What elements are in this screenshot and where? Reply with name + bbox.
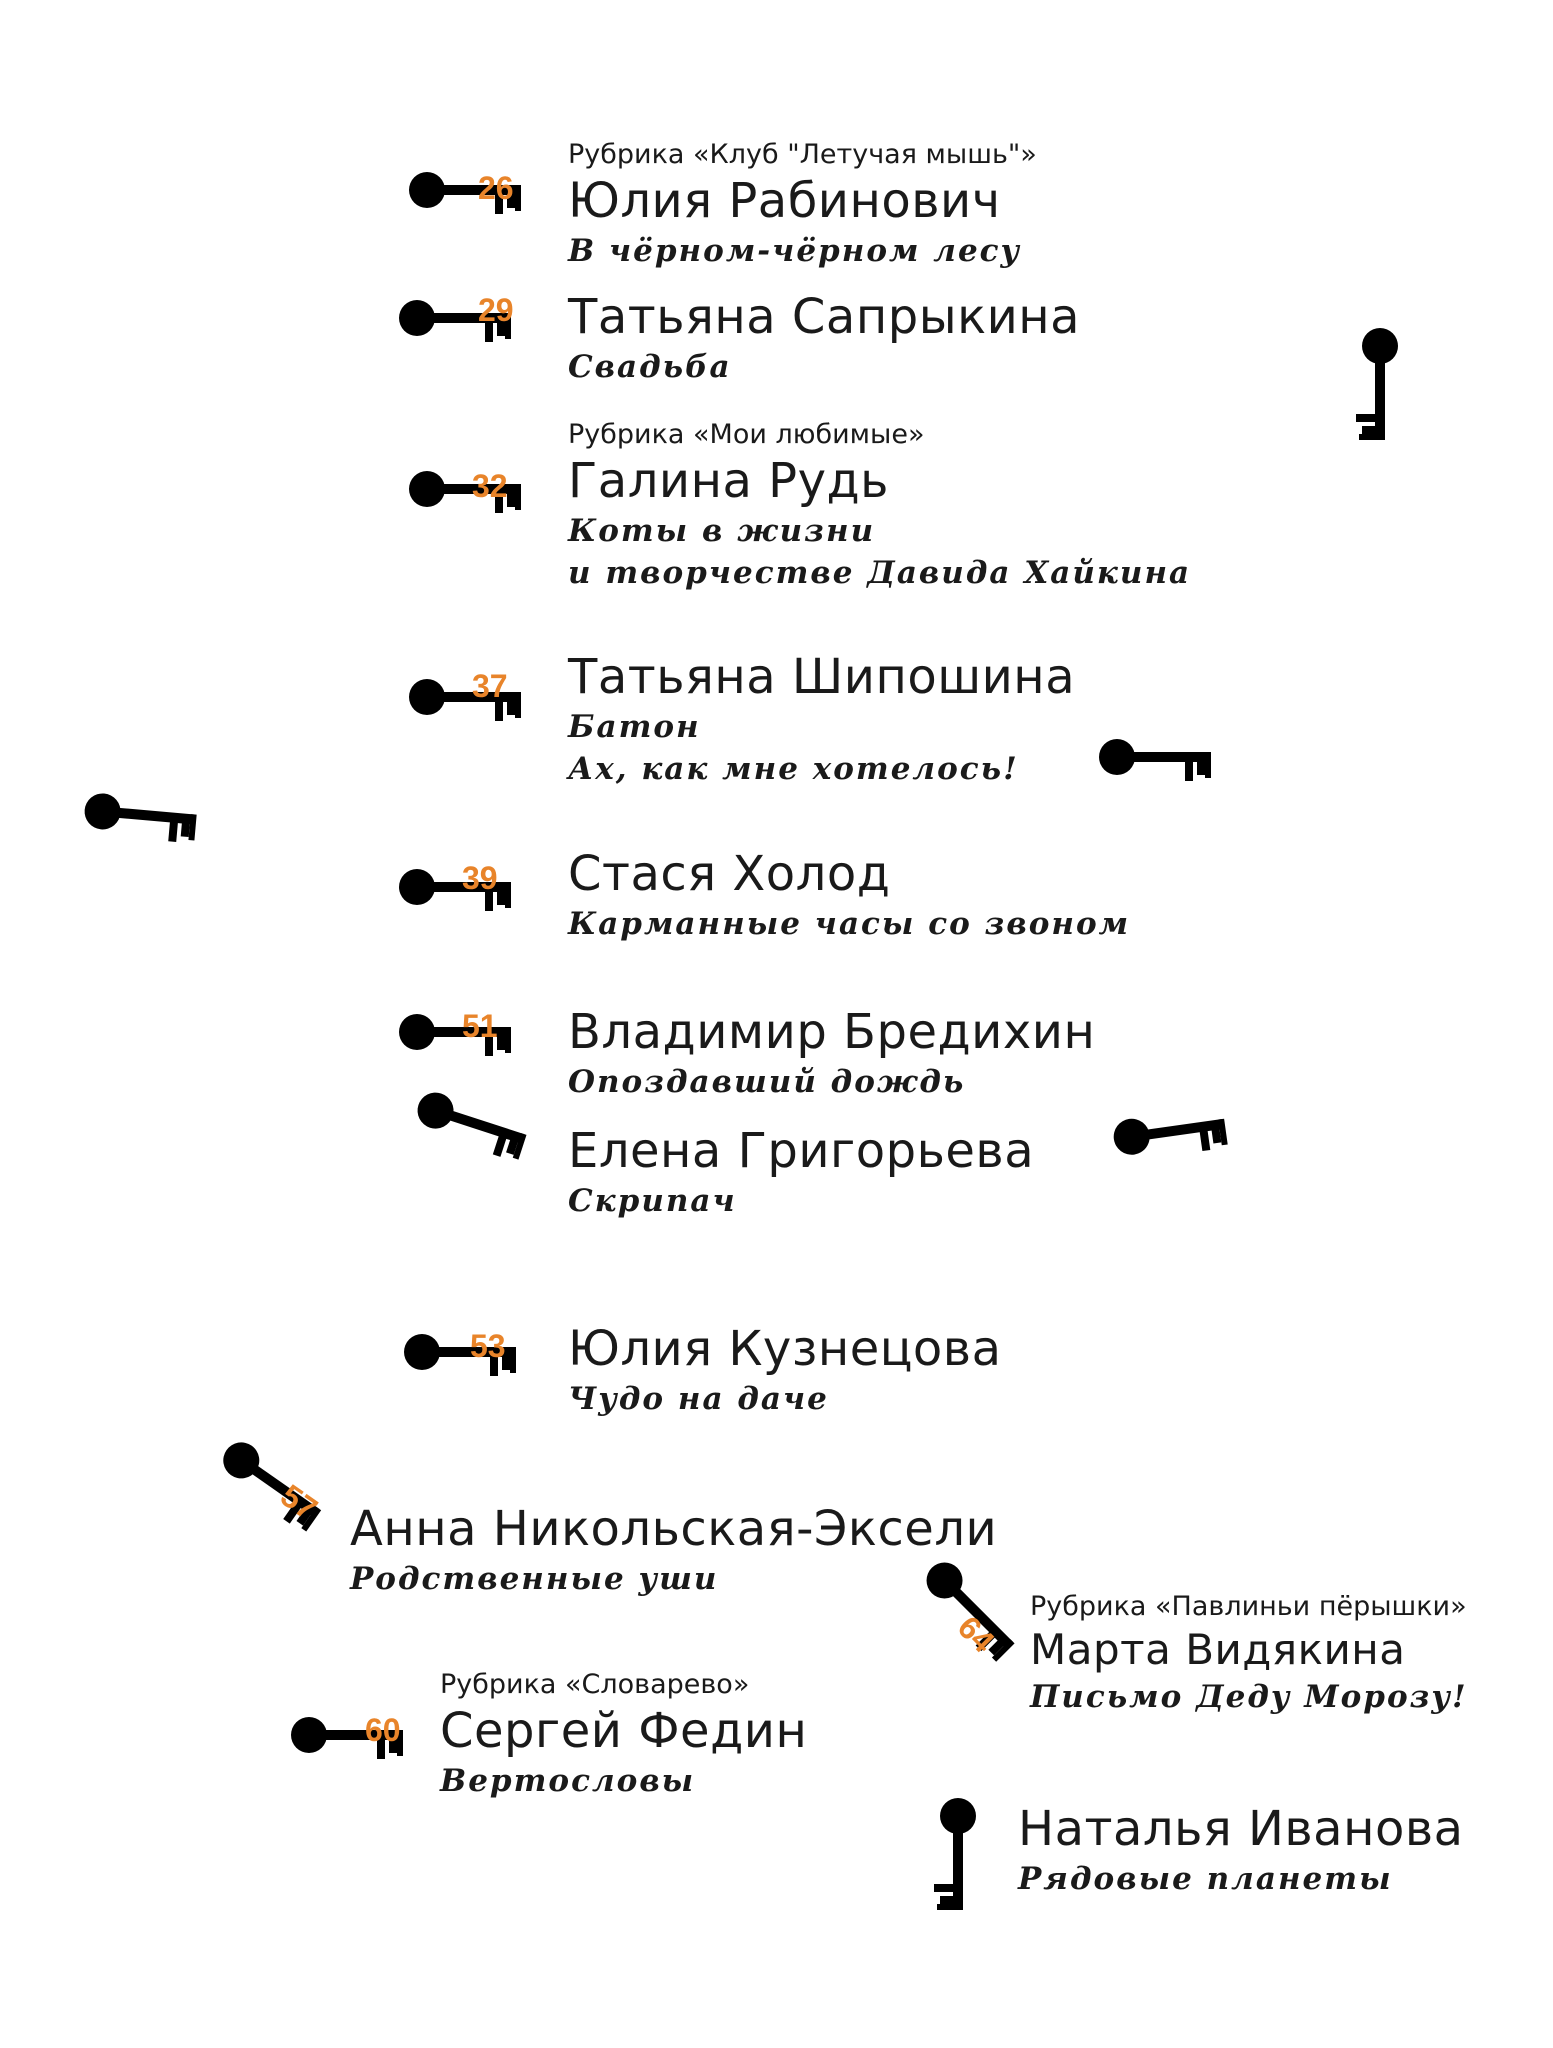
work-title: Письмо Деду Морозу! xyxy=(1030,1679,1468,1715)
key-icon xyxy=(398,1327,528,1387)
key-icon xyxy=(76,784,211,855)
work-title: Скрипач xyxy=(568,1183,737,1219)
work-title: Коты в жизни xyxy=(568,513,876,549)
work-title: и творчестве Давида Хайкина xyxy=(568,555,1192,591)
author-name: Татьяна Шипошина xyxy=(568,649,1076,705)
contents-entry xyxy=(568,1122,1034,1222)
page-number: 39 xyxy=(462,860,498,896)
contents-entry xyxy=(568,648,1075,790)
author-name: Сергей Федин xyxy=(440,1703,808,1759)
contents-entry xyxy=(568,288,1080,388)
work-title: Рядовые планеты xyxy=(1018,1861,1393,1897)
work-title: Ах, как мне хотелось! xyxy=(568,751,1019,787)
author-name: Юлия Рабинович xyxy=(568,173,1001,229)
page-number: 37 xyxy=(472,668,508,704)
rubric-label: Рубрика «Словарево» xyxy=(440,1669,750,1700)
key-icon xyxy=(402,1079,544,1176)
contents-entry xyxy=(568,845,1130,945)
author-name: Наталья Иванова xyxy=(1018,1801,1464,1857)
contents-entry xyxy=(350,1500,997,1600)
page-number: 60 xyxy=(365,1712,401,1748)
work-title: Батон xyxy=(568,709,701,745)
work-title: Родственные уши xyxy=(350,1561,719,1597)
author-name: Марта Видякина xyxy=(1030,1625,1406,1674)
author-name: Татьяна Сапрыкина xyxy=(568,289,1081,345)
key-icon xyxy=(403,672,533,732)
author-name: Владимир Бредихин xyxy=(568,1004,1096,1060)
key-icon xyxy=(202,1426,343,1550)
rubric-label: Рубрика «Мои любимые» xyxy=(568,419,925,450)
key-icon xyxy=(1093,732,1223,792)
rubric-label: Рубрика «Павлиньи пёрышки» xyxy=(1030,1591,1467,1622)
key-icon xyxy=(923,1792,983,1922)
key-icon xyxy=(1104,1097,1241,1175)
author-name: Юлия Кузнецова xyxy=(568,1321,1002,1377)
key-icon xyxy=(393,862,523,922)
work-title: Вертословы xyxy=(440,1763,696,1799)
work-title: Свадьба xyxy=(568,349,732,385)
rubric-label: Рубрика «Клуб "Летучая мышь"» xyxy=(568,139,1037,170)
contents-entry xyxy=(568,418,1191,594)
author-name: Галина Рудь xyxy=(568,453,889,509)
key-icon xyxy=(403,464,533,524)
page-number: 26 xyxy=(478,170,514,206)
work-title: Карманные часы со звоном xyxy=(568,906,1131,942)
work-title: Опоздавший дождь xyxy=(568,1064,966,1100)
contents-entry xyxy=(1030,1590,1468,1718)
author-name: Елена Григорьева xyxy=(568,1123,1035,1179)
page-number: 64 xyxy=(950,1608,1002,1660)
page-number: 32 xyxy=(472,468,508,504)
author-name: Стася Холод xyxy=(568,846,891,902)
key-icon xyxy=(1345,322,1405,452)
key-icon xyxy=(393,1007,523,1067)
page-number: 51 xyxy=(462,1008,498,1044)
contents-entry xyxy=(1018,1800,1464,1900)
contents-entry xyxy=(440,1668,807,1802)
contents-entry xyxy=(568,1003,1095,1103)
contents-entry xyxy=(568,138,1037,272)
work-title: Чудо на даче xyxy=(568,1381,829,1417)
author-name: Анна Никольская-Эксели xyxy=(350,1501,998,1557)
page-number: 57 xyxy=(274,1477,324,1528)
page-number: 29 xyxy=(478,292,514,328)
contents-entry xyxy=(568,1320,1002,1420)
work-title: В чёрном-чёрном лесу xyxy=(568,233,1022,269)
page-number: 53 xyxy=(470,1328,506,1364)
